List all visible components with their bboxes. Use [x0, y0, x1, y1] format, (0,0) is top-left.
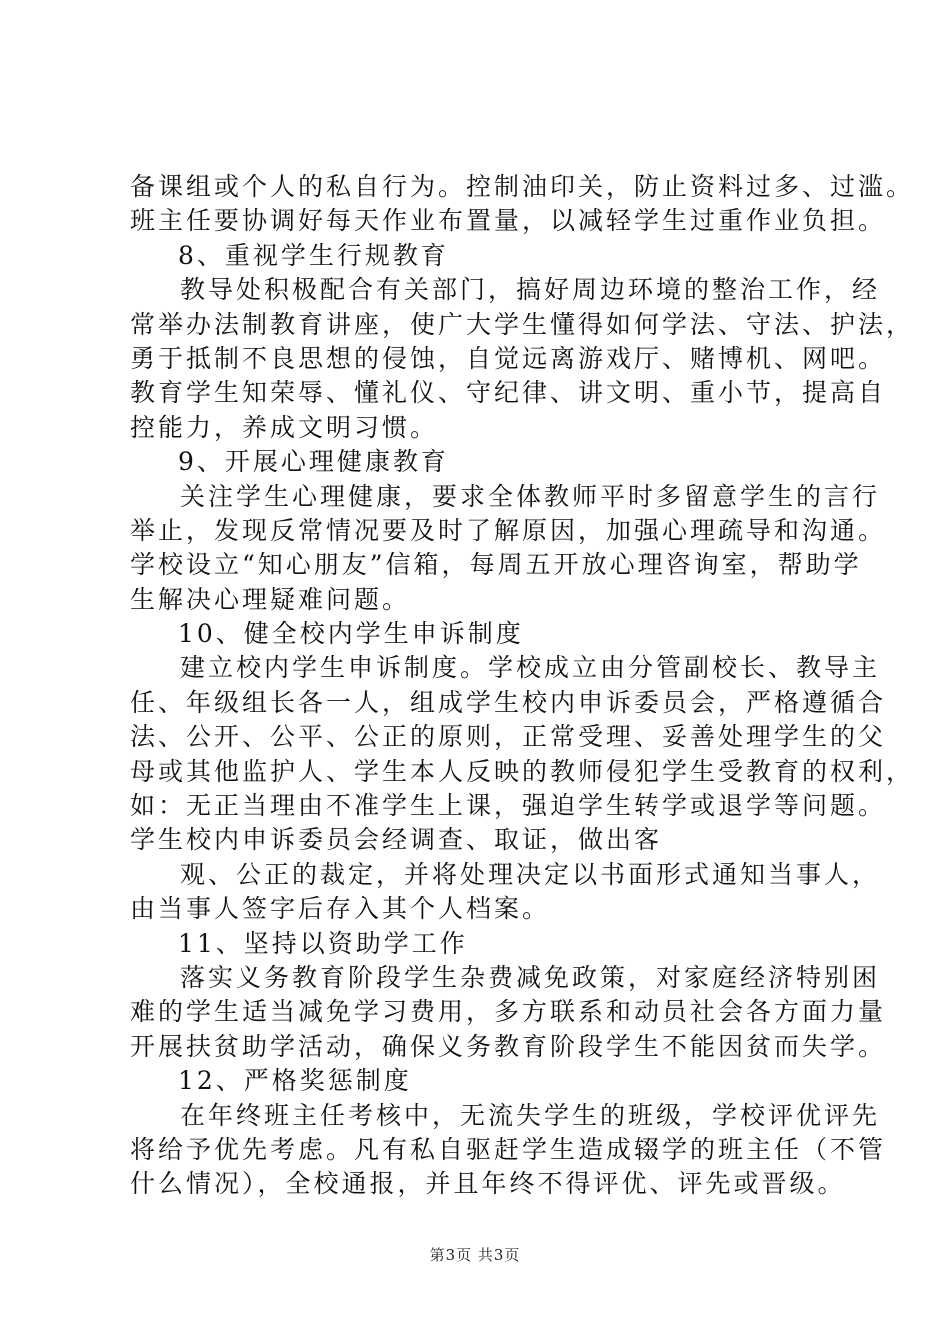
text-line: 勇于抵制不良思想的侵蚀，自觉远离游戏厅、赌博机、网吧。 [130, 343, 887, 373]
text-line: 由当事人签字后存入其个人档案。 [130, 894, 551, 924]
text-line: 将给予优先考虑。凡有私自驱赶学生造成辍学的班主任（不管 [130, 1134, 887, 1164]
paragraph-start: 在年终班主任考核中，无流失学生的班级，学校评优评先 [180, 1100, 881, 1130]
text-line: 什么情况），全校通报，并且年终不得评优、评先或晋级。 [130, 1169, 846, 1199]
document-body [130, 170, 915, 1202]
text-line: 举止，发现反常情况要及时了解原因，加强心理疏导和沟通。 [130, 515, 887, 545]
text-line: 如：无正当理由不准学生上课，强迫学生转学或退学等问题。 [130, 791, 887, 821]
text-line: 难的学生适当减免学习费用，多方联系和动员社会各方面力量 [130, 997, 887, 1027]
text-line: 生解决心理疑难问题。 [130, 584, 411, 614]
text-line: 任、年级组长各一人，组成学生校内申诉委员会，严格遵循合 [130, 687, 887, 717]
text-line: 学校设立“知心朋友”信箱，每周五开放心理咨询室，帮助学 [130, 550, 862, 580]
paragraph-start: 关注学生心理健康，要求全体教师平时多留意学生的言行 [180, 481, 881, 511]
section-heading: 12、严格奖惩制度 [178, 1066, 412, 1096]
section-heading: 9、开展心理健康教育 [178, 447, 449, 477]
text-line: 开展扶贫助学活动，确保义务教育阶段学生不能因贫而失学。 [130, 1031, 887, 1061]
text-line: 教育学生知荣辱、懂礼仪、守纪律、讲文明、重小节，提高自 [130, 378, 887, 408]
paragraph-start: 落实义务教育阶段学生杂费减免政策，对家庭经济特别困 [180, 962, 881, 992]
text-line: 法、公开、公平、公正的原则，正常受理、妥善处理学生的父 [130, 722, 887, 752]
text-line: 控能力，养成文明习惯。 [130, 412, 439, 442]
text-line: 母或其他监护人、学生本人反映的教师侵犯学生受教育的权利， [130, 756, 915, 786]
text-line: 备课组或个人的私自行为。控制油印关，防止资料过多、过滥。 [130, 172, 915, 201]
paragraph-start: 建立校内学生申诉制度。学校成立由分管副校长、教导主 [180, 653, 881, 683]
section-heading: 8、重视学生行规教育 [178, 240, 449, 270]
text-line: 班主任要协调好每天作业布置量，以减轻学生过重作业负担。 [130, 206, 887, 236]
section-heading: 10、健全校内学生申诉制度 [178, 619, 524, 649]
text-line: 学生校内申诉委员会经调查、取证，做出客 [130, 825, 663, 855]
section-heading: 11、坚持以资助学工作 [178, 928, 468, 958]
paragraph-start: 观、公正的裁定，并将处理决定以书面形式通知当事人， [180, 859, 881, 889]
text-line: 常举办法制教育讲座，使广大学生懂得如何学法、守法、护法， [130, 309, 915, 339]
paragraph-start: 教导处积极配合有关部门，搞好周边环境的整治工作，经 [180, 275, 881, 305]
page-number-footer: 第3页 共3页 [429, 1246, 521, 1264]
